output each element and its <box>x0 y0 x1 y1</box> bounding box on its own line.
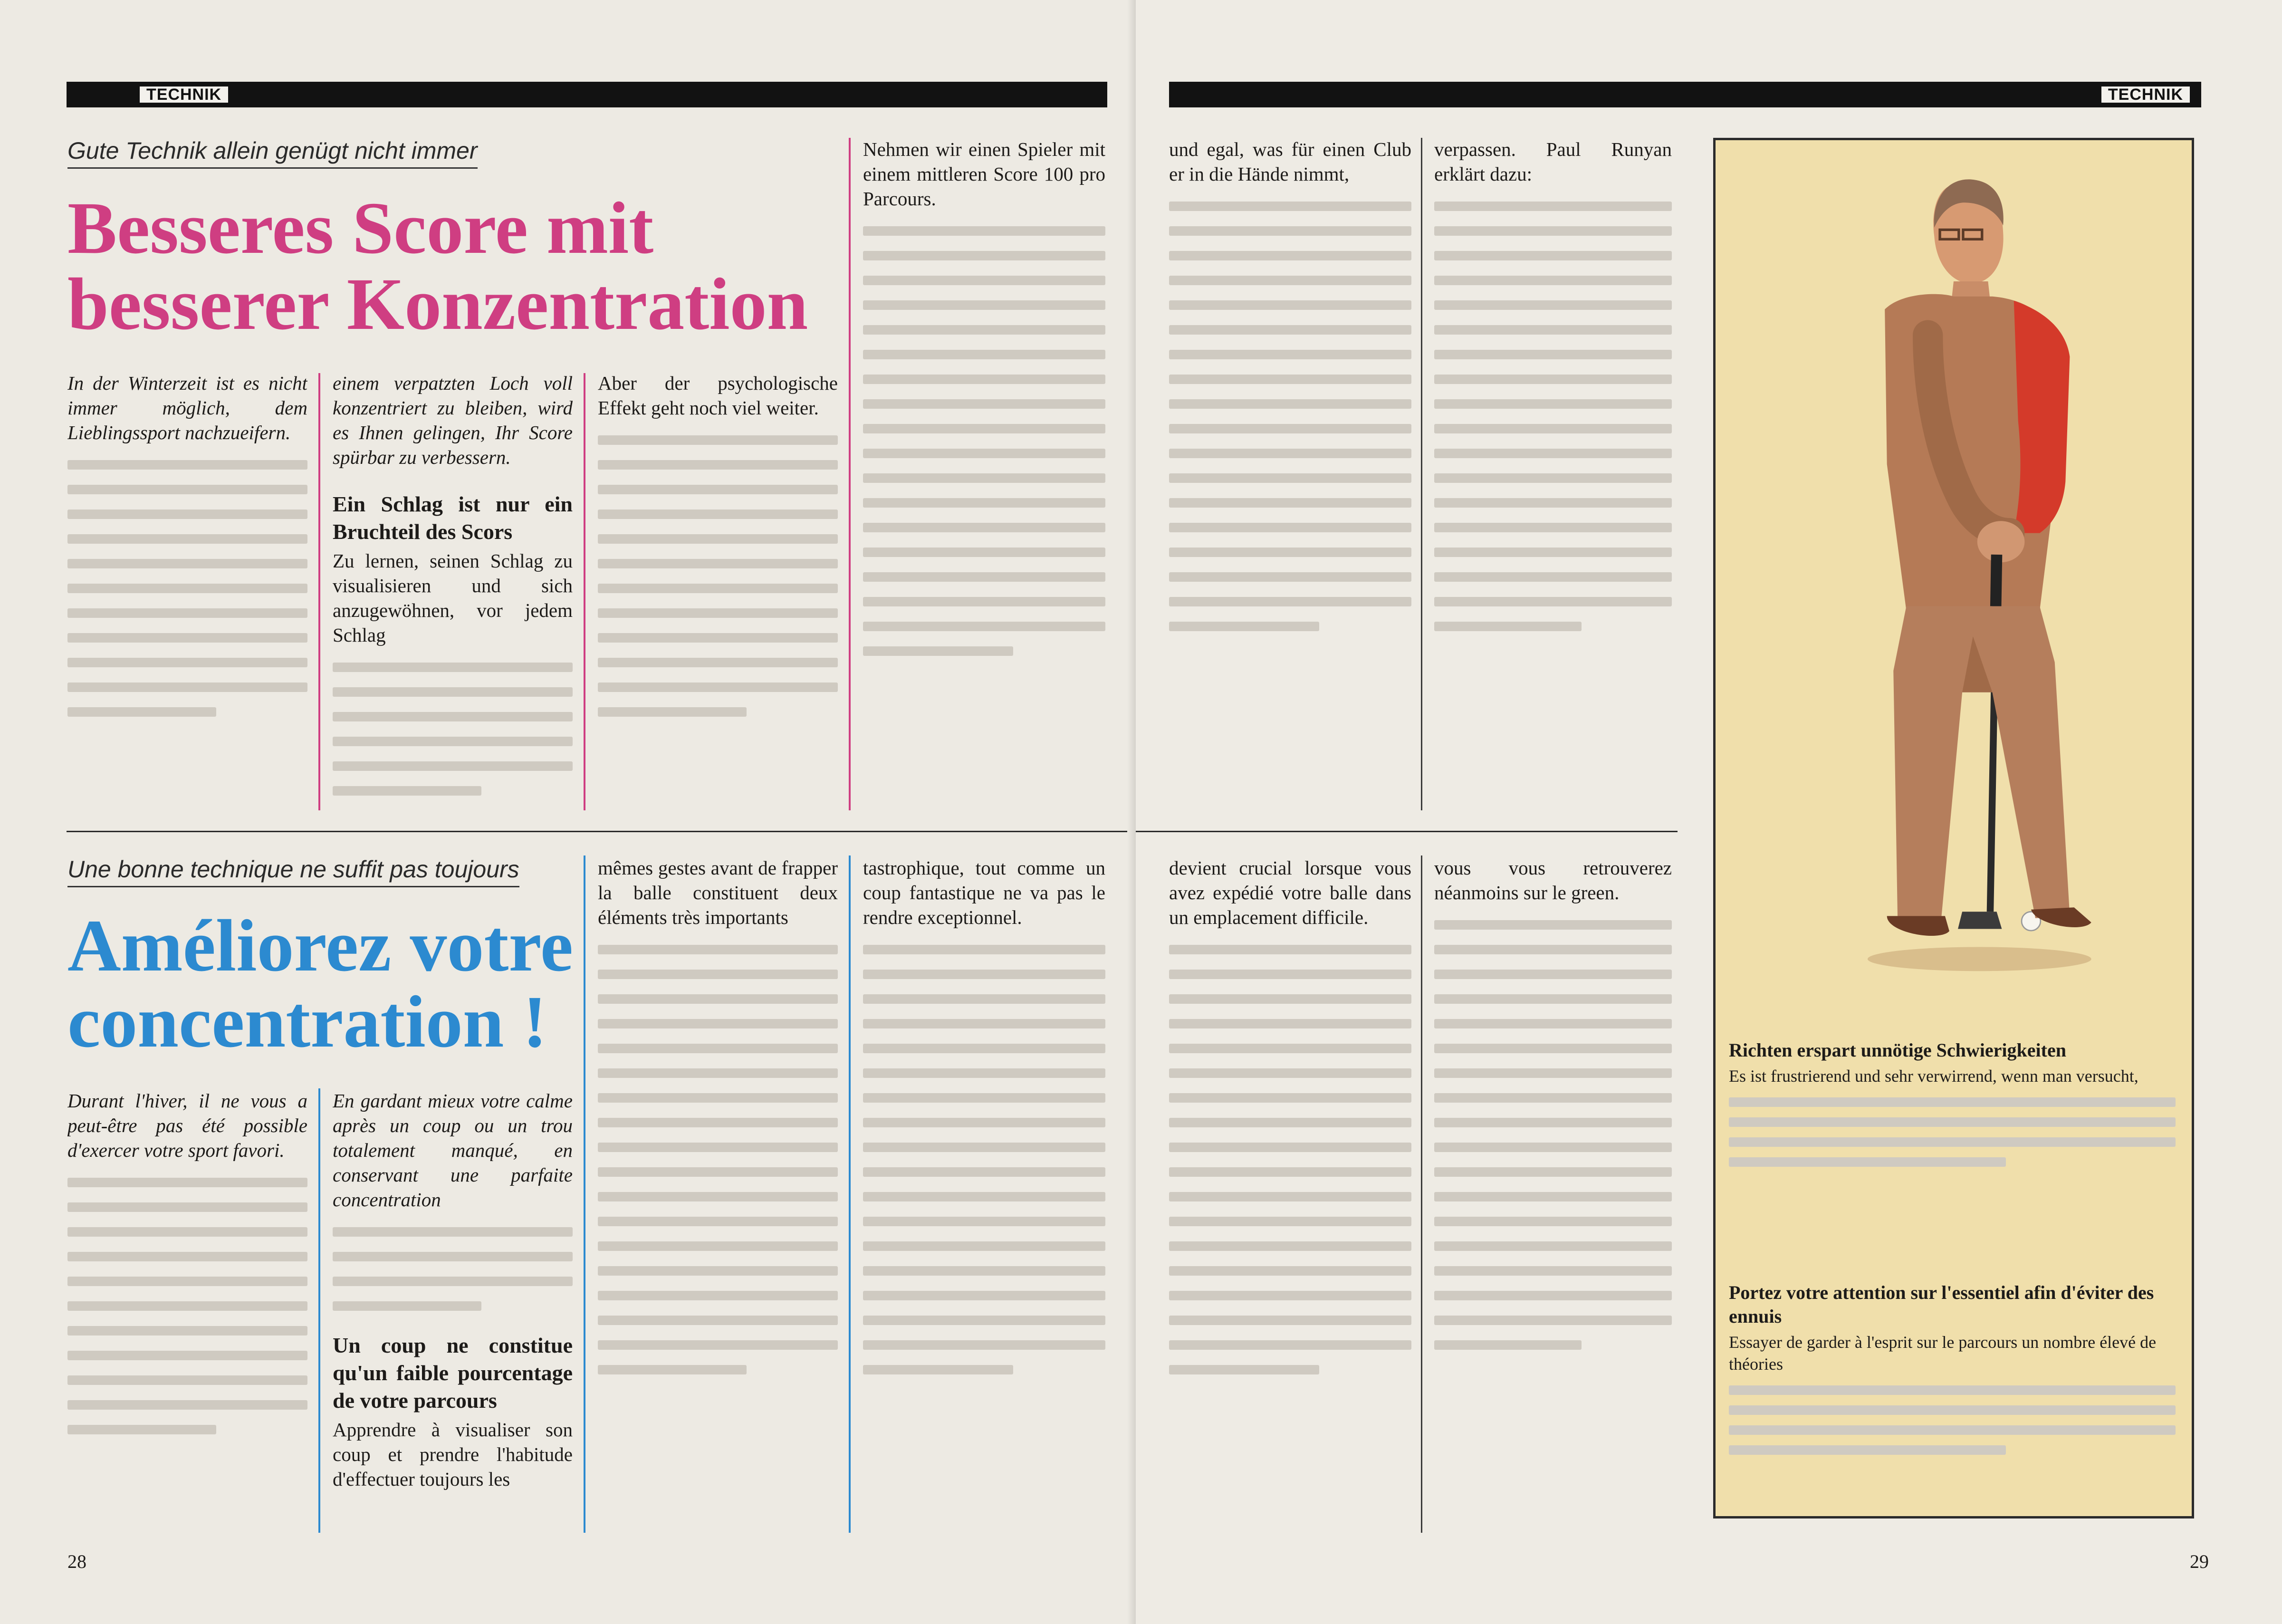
column-rule <box>584 855 585 1533</box>
sidebar-fr-heading: Portez votre attention sur l'essentiel afin d'éviter des ennuis <box>1729 1282 2154 1327</box>
de-column-4 <box>863 137 1105 812</box>
fr-column-5-body: devient crucial lorsque vous avez expédié votre balle dans un emplacement difficile. <box>1169 857 1411 928</box>
de-subhead: Ein Schlag ist nur ein Bruchteil des Scors <box>333 492 573 544</box>
headline-de-line2: besserer Konzentration <box>67 263 808 345</box>
sidebar-de <box>1729 1038 2176 1177</box>
kicker-de: Gute Technik allein genügt nicht immer <box>67 137 478 169</box>
section-bar <box>67 82 1107 107</box>
fr-column-6-body: vous vous retrouverez néanmoins sur le green. <box>1434 857 1672 903</box>
de-column-1 <box>67 371 307 813</box>
language-divider <box>1136 831 1678 832</box>
fr-subhead: Un coup ne constitue qu'un faible pourcentage de votre parcours <box>333 1333 573 1413</box>
de-column-2-intro: einem verpatzten Loch voll konzentriert zu bleiben, wird es Ihnen gelingen, Ihr Score spürbar zu verbessern. <box>333 372 573 468</box>
page-number: 28 <box>67 1551 86 1572</box>
fr-column-4 <box>863 855 1105 1535</box>
sidebar-fr <box>1729 1281 2176 1465</box>
sidebar-box <box>1713 138 2194 1518</box>
language-divider <box>67 831 1127 832</box>
column-rule <box>1421 138 1422 810</box>
de-column-2-body: Zu lernen, seinen Schlag zu visualisieren und sich anzugewöhnen, vor jedem Schlag <box>333 550 573 646</box>
column-rule <box>318 1088 320 1533</box>
fr-column-4-body: tastrophique, tout comme un coup fantastique ne va pas le rendre exceptionnel. <box>863 857 1105 928</box>
sidebar-de-heading: Richten erspart unnötige Schwierigkeiten <box>1729 1039 2066 1061</box>
sidebar-fr-body: Essayer de garder à l'esprit sur le parcours un nombre élevé de théories <box>1729 1333 2157 1374</box>
headline-fr <box>67 904 600 1063</box>
golfer-illustration <box>1733 154 2175 972</box>
de-column-1-intro: In der Winterzeit ist es nicht immer möglich, dem Lieblingssport nachzueifern. <box>67 372 307 443</box>
de-column-5-body: und egal, was für einen Club er in die Hände nimmt, <box>1169 138 1411 185</box>
de-column-3 <box>598 371 838 813</box>
column-rule <box>1421 855 1422 1533</box>
section-tag: TECHNIK <box>2100 85 2192 105</box>
de-column-6 <box>1434 137 1672 812</box>
section-tag: TECHNIK <box>138 85 230 105</box>
fr-column-5 <box>1169 855 1411 1535</box>
fr-column-3-body: mêmes gestes avant de frapper la balle constituent deux éléments très importants <box>598 857 838 928</box>
de-column-4-body: Nehmen wir einen Spieler mit einem mittleren Score 100 pro Parcours. <box>863 138 1105 210</box>
de-column-6-body: verpassen. Paul Runyan erklärt dazu: <box>1434 138 1672 185</box>
column-rule <box>849 138 851 810</box>
de-column-2 <box>333 371 573 813</box>
column-rule <box>318 373 320 810</box>
fr-column-1 <box>67 1088 307 1535</box>
fr-column-2-body: Apprendre à visualiser son coup et prendre l'habitude d'effectuer toujours les <box>333 1419 573 1490</box>
fr-column-6 <box>1434 855 1672 1535</box>
de-column-5 <box>1169 137 1411 812</box>
kicker-fr: Une bonne technique ne suffit pas toujours <box>67 855 519 887</box>
headline-fr-line2: concentration ! <box>67 980 547 1063</box>
headline-fr-line1: Améliorez votre <box>67 904 574 987</box>
column-rule <box>584 373 585 810</box>
fr-column-1-intro: Durant l'hiver, il ne vous a peut-être pas été possible d'exercer votre sport favori. <box>67 1090 307 1161</box>
fr-column-2-intro: En gardant mieux votre calme après un coup ou un trou totalement manqué, en conservant une parfaite concentration <box>333 1090 573 1211</box>
page-number: 29 <box>2190 1551 2209 1572</box>
fr-column-2 <box>333 1088 573 1535</box>
left-page <box>0 0 1136 1624</box>
column-rule <box>849 855 851 1533</box>
sidebar-de-body: Es ist frustrierend und sehr verwirrend, wenn man versucht, <box>1729 1067 2138 1086</box>
section-bar <box>1169 82 2201 107</box>
headline-de-line1: Besseres Score mit <box>67 187 654 269</box>
fr-column-3 <box>598 855 838 1535</box>
de-column-3-body: Aber der psychologische Effekt geht noch viel weiter. <box>598 372 838 419</box>
